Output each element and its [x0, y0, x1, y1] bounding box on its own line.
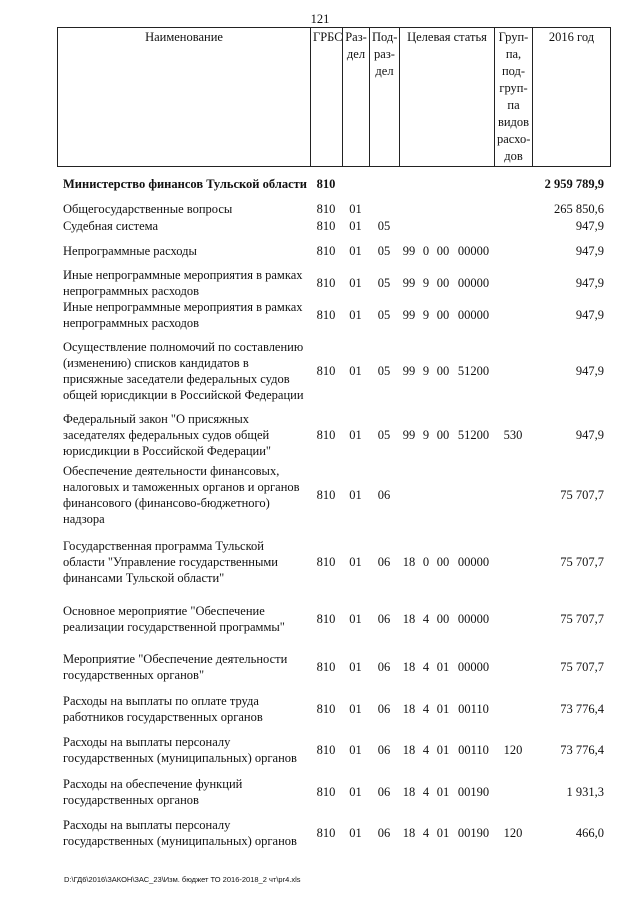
row-name: Осуществление полномочий по составлению (изменению) списков кандидатов в присяжные заседатели федеральных судов общей юрисдикции в Российской Федерации — [63, 340, 304, 402]
table-row — [57, 299, 610, 331]
row-target-program — [399, 167, 419, 200]
row-target-event: 01 — [436, 743, 450, 757]
row-razdel: 01 — [349, 826, 362, 840]
row-grbs: 810 — [316, 555, 336, 569]
row-target-direction: 00000 — [457, 243, 490, 258]
row-target-event: 00 — [436, 364, 450, 378]
row-target-program: 99 — [402, 364, 416, 378]
row-target-program: 99 — [402, 276, 416, 290]
table-header — [57, 27, 611, 167]
row-expense-group — [494, 267, 532, 299]
row-expense-group — [494, 531, 532, 593]
row-razdel: 01 — [349, 785, 362, 799]
header-group-label: Груп- па, под- груп- па видов расхо- дов — [497, 30, 531, 163]
table-row — [57, 411, 610, 459]
row-target-program: 18 — [402, 612, 416, 626]
row-razdel: 01 — [349, 428, 362, 442]
header-razdel-label: Раз- дел — [345, 30, 367, 61]
row-amount: 947,9 — [575, 308, 604, 322]
row-amount: 947,9 — [575, 276, 604, 290]
header-grbs-label: ГРБС — [313, 30, 343, 44]
row-target-subprogram: 4 — [422, 785, 430, 799]
row-expense-group: 120 — [503, 743, 523, 757]
row-target-subprogram: 9 — [422, 276, 430, 290]
row-target-direction: 00000 — [457, 276, 490, 290]
row-expense-group — [494, 593, 532, 645]
header-year-label: 2016 год — [548, 30, 595, 44]
row-target-program: 18 — [402, 555, 416, 569]
row-expense-group — [494, 299, 532, 331]
row-podrazdel: 06 — [377, 660, 391, 674]
row-amount: 265 850,6 — [554, 201, 604, 216]
budget-table — [57, 167, 610, 853]
row-target-subprogram: 9 — [422, 428, 430, 442]
row-target-subprogram: 9 — [422, 364, 430, 378]
row-target-subprogram: 4 — [422, 702, 430, 716]
row-expense-group — [494, 217, 532, 234]
row-target-event — [433, 217, 453, 234]
table-row — [57, 689, 610, 729]
row-expense-group — [494, 331, 532, 411]
row-target-event: 01 — [436, 826, 450, 840]
header-target-label: Целевая статья — [407, 30, 487, 44]
row-target-subprogram: 9 — [422, 308, 430, 322]
row-target-program: 18 — [402, 785, 416, 799]
row-target-event: 00 — [436, 555, 450, 569]
row-name: Расходы на выплаты персоналу государственных (муниципальных) органов — [63, 735, 297, 765]
row-target-direction: 00000 — [457, 612, 490, 626]
row-name: Расходы на выплаты персоналу государственных (муниципальных) органов — [63, 818, 297, 848]
row-target-direction: 00190 — [457, 826, 490, 840]
row-grbs: 810 — [316, 364, 336, 378]
row-name: Государственная программа Тульской области "Управление государственными финансами Тульской области" — [63, 539, 278, 585]
row-grbs: 810 — [316, 308, 336, 322]
row-target-program: 99 — [402, 428, 416, 442]
row-expense-group — [494, 689, 532, 729]
table-row — [57, 771, 610, 813]
row-target-subprogram: 0 — [422, 243, 430, 258]
row-podrazdel: 06 — [377, 785, 391, 799]
table-row — [57, 531, 610, 593]
row-target-subprogram — [419, 459, 433, 531]
row-target-subprogram: 4 — [422, 743, 430, 757]
row-grbs: 810 — [316, 201, 336, 216]
row-name: Общегосударственные вопросы — [63, 201, 233, 216]
header-podrazdel-label: Под- раз- дел — [372, 30, 398, 78]
row-target-event: 00 — [436, 428, 450, 442]
row-grbs: 810 — [316, 276, 336, 290]
row-target-program — [399, 459, 419, 531]
row-target-program: 18 — [402, 743, 416, 757]
row-target-direction — [453, 217, 494, 234]
row-name: Иные непрограммные мероприятия в рамках непрограммных расходов — [63, 268, 303, 298]
row-grbs: 810 — [316, 702, 336, 716]
table-row — [57, 234, 610, 267]
row-podrazdel: 05 — [377, 428, 391, 442]
row-target-event: 01 — [436, 702, 450, 716]
row-target-program: 99 — [402, 243, 416, 258]
row-amount: 73 776,4 — [560, 702, 604, 716]
header-name — [58, 28, 311, 167]
row-name: Иные непрограммные мероприятия в рамках непрограммных расходов — [63, 300, 303, 330]
table-row — [57, 645, 610, 689]
header-podrazdel — [370, 28, 400, 167]
row-target-program — [399, 200, 419, 217]
row-amount: 947,9 — [575, 364, 604, 378]
row-razdel: 01 — [349, 201, 362, 216]
row-podrazdel: 06 — [377, 743, 391, 757]
table-row — [57, 459, 610, 531]
table-row — [57, 331, 610, 411]
row-target-direction — [453, 167, 494, 200]
table-row — [57, 167, 610, 200]
row-target-direction: 51200 — [457, 364, 490, 378]
row-razdel: 01 — [349, 364, 362, 378]
row-amount: 75 707,7 — [560, 612, 604, 626]
row-expense-group — [494, 771, 532, 813]
row-razdel: 01 — [349, 243, 362, 258]
row-target-subprogram — [419, 167, 433, 200]
row-target-subprogram — [419, 217, 433, 234]
table-row — [57, 200, 610, 217]
row-amount: 75 707,7 — [560, 555, 604, 569]
row-razdel — [342, 167, 369, 200]
header-group — [495, 28, 533, 167]
row-target-event: 01 — [436, 785, 450, 799]
row-name: Обеспечение деятельности финансовых, налоговых и таможенных органов и органов финансового (финансово-бюджетного) надзора — [63, 464, 300, 526]
row-name: Мероприятие "Обеспечение деятельности государственных органов" — [63, 652, 288, 682]
row-grbs: 810 — [316, 826, 336, 840]
row-amount: 2 959 789,9 — [544, 176, 604, 191]
row-grbs: 810 — [316, 176, 336, 191]
header-year — [533, 28, 611, 167]
row-podrazdel: 05 — [377, 243, 391, 258]
row-target-direction — [453, 459, 494, 531]
row-grbs: 810 — [316, 612, 336, 626]
row-expense-group: 120 — [503, 826, 523, 840]
row-expense-group — [494, 645, 532, 689]
row-grbs: 810 — [316, 785, 336, 799]
row-podrazdel: 06 — [377, 826, 391, 840]
row-target-event: 00 — [436, 243, 450, 258]
row-podrazdel: 06 — [377, 488, 391, 502]
row-target-direction: 51200 — [457, 428, 490, 442]
row-amount: 947,9 — [575, 218, 604, 233]
row-amount: 1 931,3 — [566, 785, 604, 799]
header-name-label: Наименование — [145, 30, 223, 44]
row-expense-group — [494, 459, 532, 531]
row-expense-group: 530 — [503, 428, 523, 442]
row-razdel: 01 — [349, 702, 362, 716]
row-target-event — [433, 200, 453, 217]
row-name: Расходы на выплаты по оплате труда работников государственных органов — [63, 694, 263, 724]
header-grbs — [311, 28, 343, 167]
row-expense-group — [494, 167, 532, 200]
row-grbs: 810 — [316, 218, 336, 233]
header-razdel — [343, 28, 370, 167]
row-grbs: 810 — [316, 428, 336, 442]
row-name: Расходы на обеспечение функций государственных органов — [63, 777, 243, 807]
row-target-direction: 00190 — [457, 785, 490, 799]
row-target-program: 18 — [402, 702, 416, 716]
row-target-subprogram: 4 — [422, 612, 430, 626]
row-target-program: 99 — [402, 308, 416, 322]
row-amount: 947,9 — [575, 243, 604, 258]
row-target-event — [433, 167, 453, 200]
row-razdel: 01 — [349, 743, 362, 757]
row-podrazdel: 06 — [377, 555, 391, 569]
row-target-direction — [453, 200, 494, 217]
row-target-program — [399, 217, 419, 234]
row-target-event — [433, 459, 453, 531]
row-razdel: 01 — [349, 276, 362, 290]
row-target-direction: 00000 — [457, 660, 490, 674]
row-grbs: 810 — [316, 488, 336, 502]
row-podrazdel: 06 — [377, 612, 391, 626]
row-podrazdel — [369, 167, 399, 200]
row-target-direction: 00000 — [457, 308, 490, 322]
table-row — [57, 729, 610, 771]
row-name: Министерство финансов Тульской области — [63, 176, 307, 191]
row-target-subprogram: 4 — [422, 826, 430, 840]
row-amount: 466,0 — [575, 826, 604, 840]
table-row — [57, 593, 610, 645]
row-razdel: 01 — [349, 218, 362, 233]
row-target-event: 01 — [436, 660, 450, 674]
file-path-footer: D:\ГД6\2016\ЗАКОН\ЗАС_23\Изм. бюджет ТО 2016-2018_2 чт\pr4.xls — [64, 875, 301, 884]
row-name: Непрограммные расходы — [63, 243, 197, 258]
row-podrazdel: 05 — [377, 364, 391, 378]
row-target-subprogram — [419, 200, 433, 217]
row-razdel: 01 — [349, 612, 362, 626]
row-razdel: 01 — [349, 308, 362, 322]
header-target — [400, 28, 495, 167]
row-amount: 73 776,4 — [560, 743, 604, 757]
row-podrazdel: 05 — [377, 308, 391, 322]
row-podrazdel: 05 — [377, 276, 391, 290]
row-target-direction: 00000 — [457, 555, 490, 569]
row-podrazdel: 05 — [377, 218, 391, 233]
row-amount: 75 707,7 — [560, 488, 604, 502]
row-target-direction: 00110 — [458, 743, 489, 757]
row-razdel: 01 — [349, 555, 362, 569]
row-amount: 75 707,7 — [560, 660, 604, 674]
row-razdel: 01 — [349, 660, 362, 674]
row-expense-group — [494, 234, 532, 267]
table-row — [57, 267, 610, 299]
row-name: Основное мероприятие "Обеспечение реализации государственной программы" — [63, 604, 285, 634]
row-grbs: 810 — [316, 660, 336, 674]
table-row — [57, 217, 610, 234]
row-target-program: 18 — [402, 826, 416, 840]
row-podrazdel — [369, 200, 399, 217]
row-grbs: 810 — [316, 243, 336, 258]
row-amount: 947,9 — [575, 428, 604, 442]
row-target-event: 00 — [436, 308, 450, 322]
row-name: Судебная система — [63, 218, 159, 233]
row-target-direction: 00110 — [458, 702, 489, 716]
row-target-subprogram: 0 — [422, 555, 430, 569]
row-podrazdel: 06 — [377, 702, 391, 716]
table-row — [57, 813, 610, 853]
row-target-program: 18 — [402, 660, 416, 674]
row-target-subprogram: 4 — [422, 660, 430, 674]
page-number: 121 — [310, 12, 330, 26]
row-target-event: 00 — [436, 276, 450, 290]
row-target-event: 00 — [436, 612, 450, 626]
row-name: Федеральный закон "О присяжных заседателях федеральных судов общей юрисдикции в Российской Федерации" — [63, 412, 272, 458]
row-expense-group — [494, 200, 532, 217]
row-razdel: 01 — [349, 488, 362, 502]
row-grbs: 810 — [316, 743, 336, 757]
